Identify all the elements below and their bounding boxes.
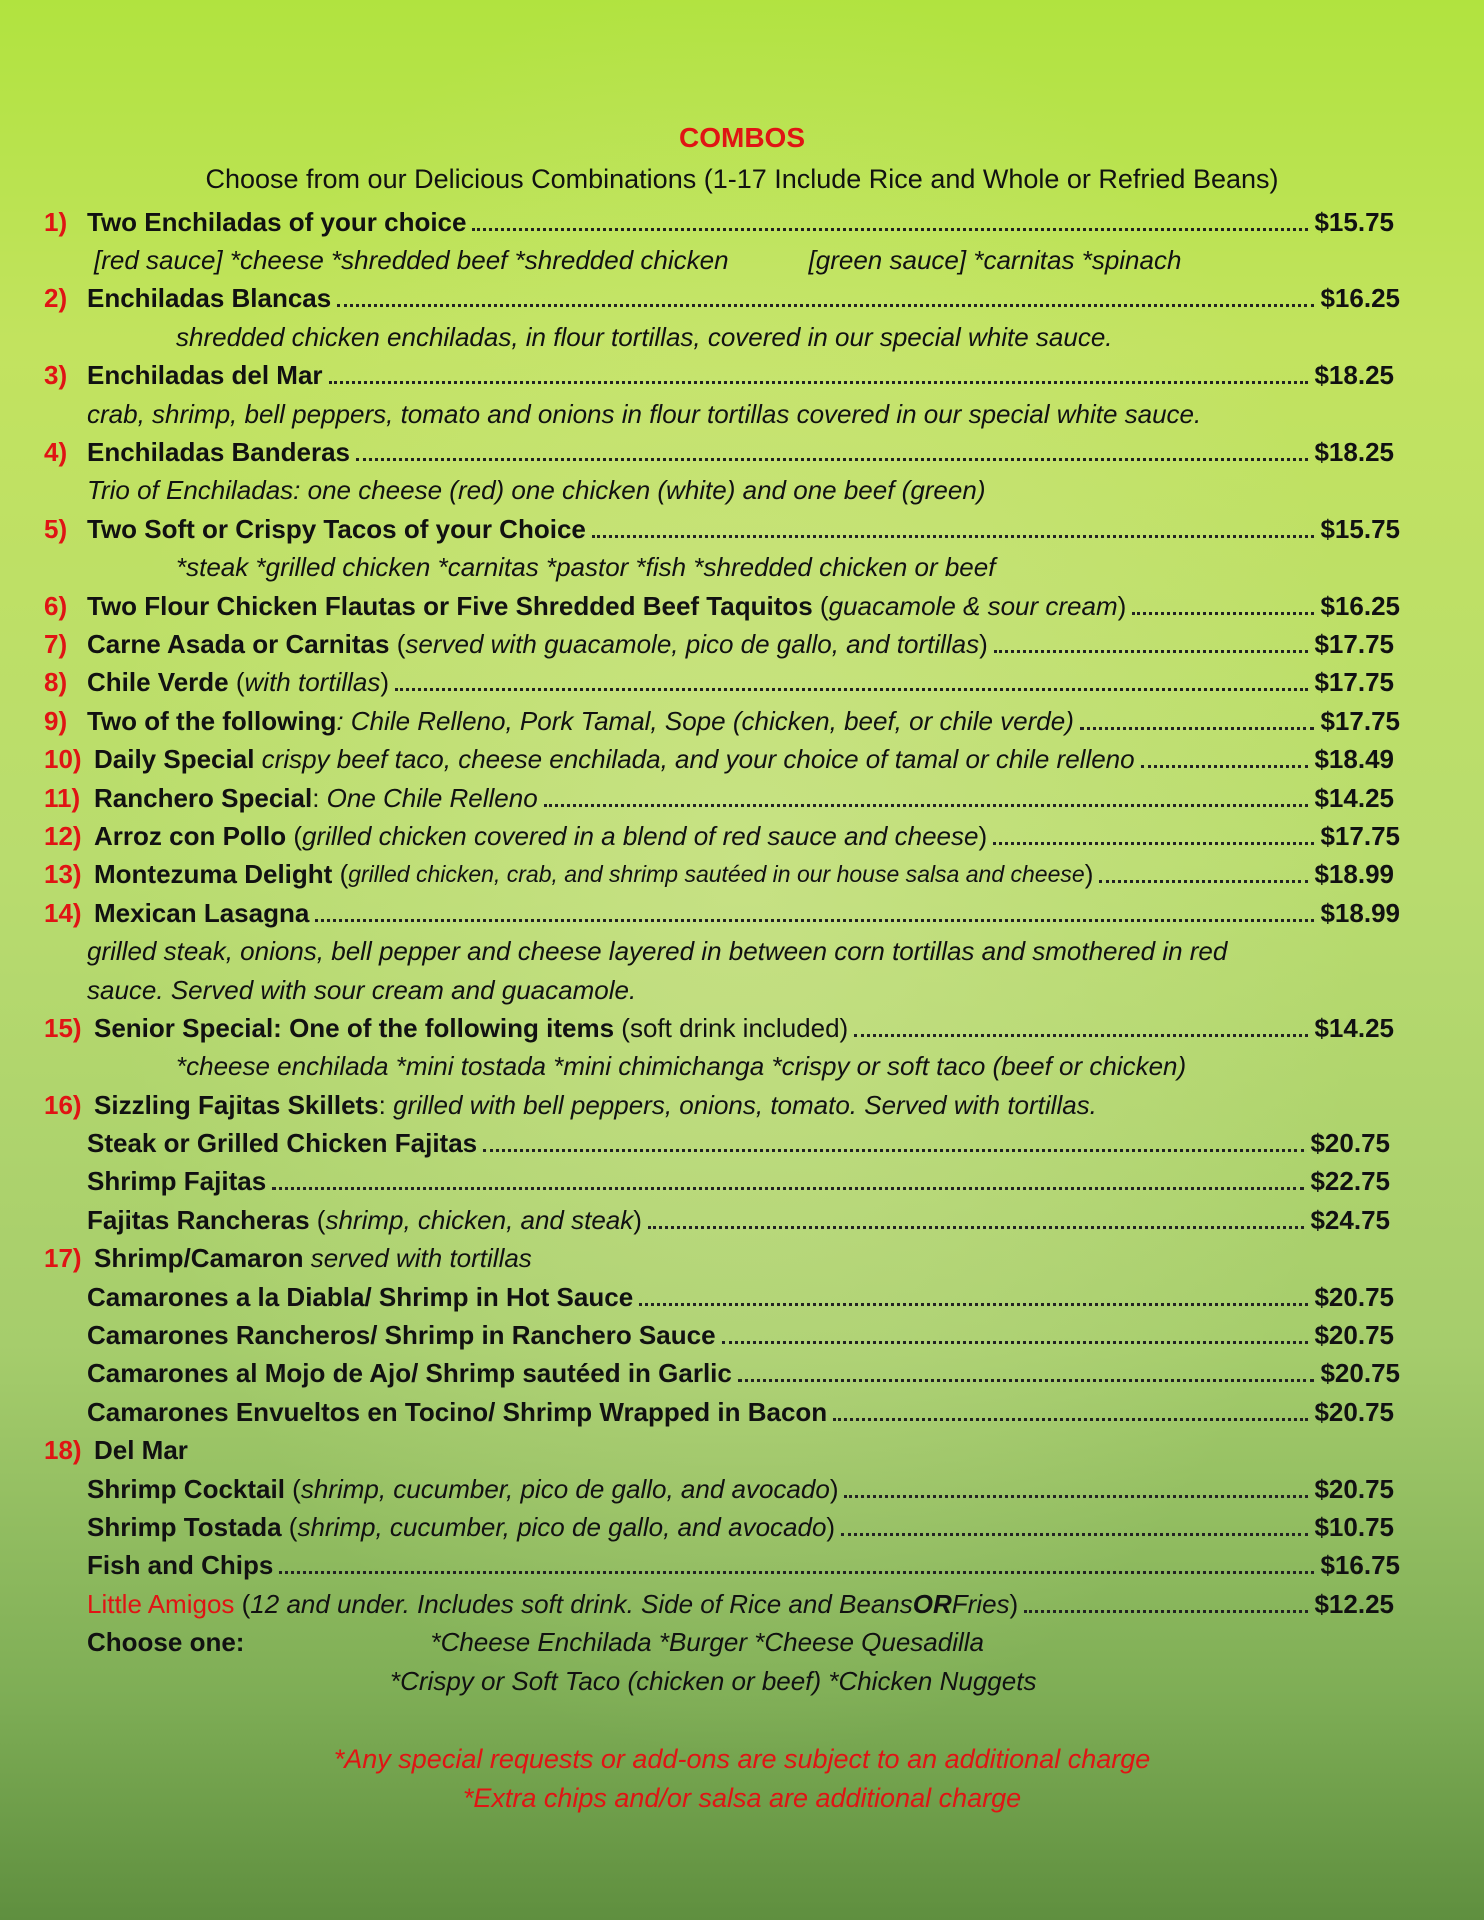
kids-menu-item: Little Amigos ( 12 and under. Includes soft drink. Side of Rice and Beans OR Fries ) $12.25 bbox=[87, 1588, 1394, 1619]
item-price: $18.99 bbox=[1320, 897, 1400, 928]
leader-dots bbox=[854, 1034, 1308, 1037]
menu-item: 11) Ranchero Special : One Chile Relleno $14.25 bbox=[44, 782, 1394, 813]
item-name: Montezuma Delight bbox=[94, 859, 333, 890]
item-name: Mexican Lasagna bbox=[94, 897, 310, 928]
item-price: $18.25 bbox=[1314, 437, 1394, 468]
choose-one-label: Choose one: bbox=[87, 1627, 245, 1658]
leader-dots bbox=[993, 842, 1314, 845]
menu-item: 16) Sizzling Fajitas Skillets : grilled with bell peppers, onions, tomato. Served with tortillas. bbox=[44, 1089, 1097, 1120]
sub-item: Steak or Grilled Chicken Fajitas $20.75 bbox=[87, 1128, 1390, 1159]
item-price: $15.75 bbox=[1320, 513, 1400, 544]
leader-dots bbox=[337, 304, 1314, 307]
item-price: $14.25 bbox=[1314, 782, 1394, 813]
menu-item: 5) Two Soft or Crispy Tacos of your Choice $15.75 bbox=[44, 513, 1400, 544]
item-name: Arroz con Pollo bbox=[94, 820, 287, 851]
menu-item: 7) Carne Asada or Carnitas ( served with guacamole, pico de gallo, and tortillas ) $17.75 bbox=[44, 628, 1394, 659]
kids-choices: Choose one: *Cheese Enchilada *Burger *Cheese Quesadilla bbox=[87, 1627, 985, 1658]
kids-menu-name: Little Amigos bbox=[87, 1588, 235, 1619]
sub-item: Fajitas Rancheras ( shrimp, chicken, and steak ) $24.75 bbox=[87, 1204, 1390, 1235]
combo-list bbox=[44, 203, 1400, 1700]
item-description: grilled steak, onions, bell pepper and cheese layered in between corn tortillas and smothered in red bbox=[87, 936, 1228, 967]
item-description: crab, shrimp, bell peppers, tomato and onions in flour tortillas covered in our special white sauce. bbox=[87, 398, 1202, 429]
leader-dots bbox=[544, 804, 1309, 807]
item-options: *cheese enchilada *mini tostada *mini chimichanga *crispy or soft taco (beef or chicken) bbox=[176, 1051, 1187, 1082]
item-name: Two of the following bbox=[87, 705, 337, 736]
sub-item: Shrimp Cocktail ( shrimp, cucumber, pico de gallo, and avocado ) $20.75 bbox=[87, 1473, 1394, 1504]
menu-item: 6) Two Flour Chicken Flautas or Five Shredded Beef Taquitos ( guacamole & sour cream ) $16.25 bbox=[44, 590, 1400, 621]
item-description: sauce. Served with sour cream and guacamole. bbox=[87, 974, 637, 1005]
item-name: Del Mar bbox=[94, 1435, 188, 1466]
sub-item: Shrimp Tostada ( shrimp, cucumber, pico de gallo, and avocado ) $10.75 bbox=[87, 1511, 1394, 1542]
item-description: Trio of Enchiladas: one cheese (red) one chicken (white) and one beef (green) bbox=[87, 475, 986, 506]
menu-item: 1) Two Enchiladas of your choice $15.75 bbox=[44, 206, 1394, 237]
item-price: $17.75 bbox=[1314, 667, 1394, 698]
sub-item: Shrimp Fajitas $22.75 bbox=[87, 1166, 1390, 1197]
leader-dots bbox=[1024, 1610, 1308, 1613]
item-price: $16.25 bbox=[1320, 283, 1400, 314]
kids-menu-price: $12.25 bbox=[1314, 1588, 1394, 1619]
sub-item: Fish and Chips $16.75 bbox=[87, 1550, 1400, 1581]
leader-dots bbox=[648, 1226, 1305, 1229]
item-options: *steak *grilled chicken *carnitas *pastor *fish *shredded chicken or beef bbox=[176, 552, 996, 583]
leader-dots bbox=[844, 1495, 1308, 1498]
menu-item: 2) Enchiladas Blancas $16.25 bbox=[44, 283, 1400, 314]
menu-item: 12) Arroz con Pollo ( grilled chicken covered in a blend of red sauce and cheese ) $17.75 bbox=[44, 820, 1400, 851]
item-name: Ranchero Special bbox=[94, 782, 313, 813]
leader-dots bbox=[329, 381, 1309, 384]
item-description: shredded chicken enchiladas, in flour tortillas, covered in our special white sauce. bbox=[176, 321, 1113, 352]
item-price: $15.75 bbox=[1314, 206, 1394, 237]
item-name: Chile Verde bbox=[87, 667, 229, 698]
menu-item: 18) Del Mar bbox=[44, 1435, 188, 1466]
leader-dots bbox=[1099, 880, 1308, 883]
kids-choices: *Crispy or Soft Taco (chicken or beef) *Chicken Nuggets bbox=[390, 1665, 1037, 1696]
menu-item: 14) Mexican Lasagna $18.99 bbox=[44, 897, 1400, 928]
leader-dots bbox=[472, 228, 1308, 231]
leader-dots bbox=[639, 1303, 1308, 1306]
menu-item: 3) Enchiladas del Mar $18.25 bbox=[44, 360, 1394, 391]
item-name: Enchiladas Blancas bbox=[87, 283, 332, 314]
item-name: Shrimp/Camaron bbox=[94, 1243, 304, 1274]
item-price: $18.25 bbox=[1314, 360, 1394, 391]
leader-dots bbox=[1141, 765, 1309, 768]
leader-dots bbox=[395, 688, 1308, 691]
item-price: $18.49 bbox=[1314, 744, 1394, 775]
menu-item: 13) Montezuma Delight ( grilled chicken, crab, and shrimp sautéed in our house salsa and cheese ) $18.99 bbox=[44, 859, 1394, 890]
page-subtitle: Choose from our Delicious Combinations (1-17 Include Rice and Whole or Refried Beans) bbox=[205, 164, 1279, 194]
item-name: Sizzling Fajitas Skillets bbox=[94, 1089, 379, 1120]
menu-item: 10) Daily Special crispy beef taco, cheese enchilada, and your choice of tamal or chile relleno $18.49 bbox=[44, 744, 1394, 775]
special-requests-note: *Any special requests or add-ons are subject to an additional charge bbox=[333, 1744, 1151, 1774]
item-name: Two Flour Chicken Flautas or Five Shredded Beef Taquitos bbox=[87, 590, 813, 621]
leader-dots bbox=[1132, 612, 1314, 615]
item-price: $17.75 bbox=[1320, 820, 1400, 851]
sub-item: Camarones Envueltos en Tocino/ Shrimp Wrapped in Bacon $20.75 bbox=[87, 1396, 1394, 1427]
item-options: [red sauce] *cheese *shredded beef *shredded chicken [green sauce] *carnitas *spinach bbox=[94, 245, 1182, 276]
extra-chips-note: *Extra chips and/or salsa are additional charge bbox=[462, 1783, 1022, 1813]
item-name: Daily Special bbox=[94, 744, 255, 775]
leader-dots bbox=[315, 919, 1314, 922]
leader-dots bbox=[833, 1418, 1308, 1421]
leader-dots bbox=[722, 1341, 1309, 1344]
sub-item: Camarones a la Diabla/ Shrimp in Hot Sauce $20.75 bbox=[87, 1281, 1394, 1312]
menu-item: 4) Enchiladas Banderas $18.25 bbox=[44, 437, 1394, 468]
item-name: Carne Asada or Carnitas bbox=[87, 628, 390, 659]
menu-item: 17) Shrimp/Camaron served with tortillas bbox=[44, 1243, 532, 1274]
leader-dots bbox=[994, 650, 1309, 653]
menu-item: 9) Two of the following : Chile Relleno, Pork Tamal, Sope (chicken, beef, or chile verde) $17.75 bbox=[44, 705, 1400, 736]
page-title: COMBOS bbox=[679, 122, 805, 153]
item-name: Two Soft or Crispy Tacos of your Choice bbox=[87, 513, 586, 544]
item-price: $14.25 bbox=[1314, 1012, 1394, 1043]
sub-item: Camarones Rancheros/ Shrimp in Ranchero Sauce $20.75 bbox=[87, 1320, 1394, 1351]
item-price: $17.75 bbox=[1320, 705, 1400, 736]
leader-dots bbox=[738, 1379, 1315, 1382]
item-price: $18.99 bbox=[1314, 859, 1394, 890]
sub-item: Camarones al Mojo de Ajo/ Shrimp sautéed in Garlic $20.75 bbox=[87, 1358, 1400, 1389]
leader-dots bbox=[356, 458, 1308, 461]
item-price: $17.75 bbox=[1314, 628, 1394, 659]
item-price: $16.25 bbox=[1320, 590, 1400, 621]
leader-dots bbox=[1080, 727, 1315, 730]
item-name: Enchiladas del Mar bbox=[87, 360, 323, 391]
leader-dots bbox=[483, 1149, 1304, 1152]
menu-item: 15) Senior Special: One of the following items ( soft drink included ) $14.25 bbox=[44, 1012, 1394, 1043]
menu-item: 8) Chile Verde ( with tortillas ) $17.75 bbox=[44, 667, 1394, 698]
item-name: Senior Special: One of the following items bbox=[94, 1012, 615, 1043]
leader-dots bbox=[592, 535, 1315, 538]
leader-dots bbox=[272, 1187, 1304, 1190]
leader-dots bbox=[841, 1533, 1308, 1536]
item-name: Two Enchiladas of your choice bbox=[87, 206, 467, 237]
leader-dots bbox=[279, 1571, 1314, 1574]
item-name: Enchiladas Banderas bbox=[87, 437, 350, 468]
